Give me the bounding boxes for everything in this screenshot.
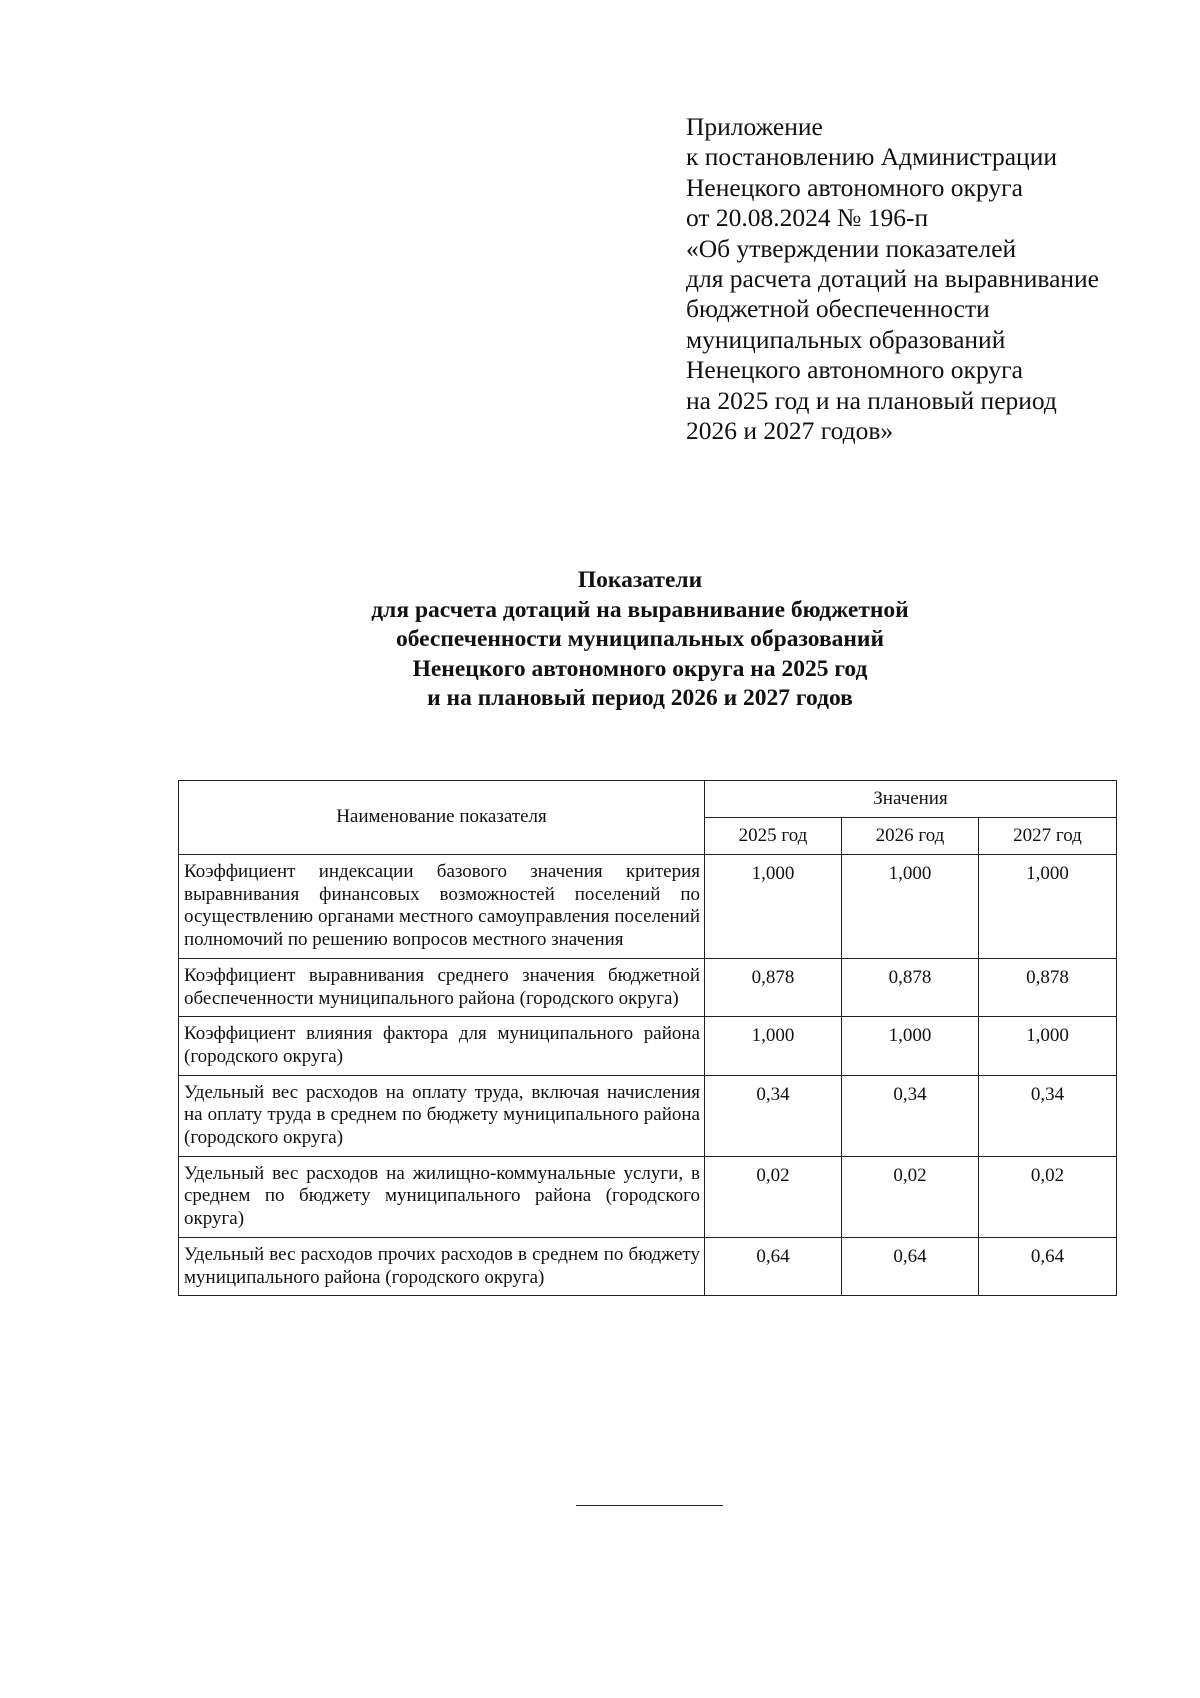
indicators-table <box>178 780 1117 1296</box>
value-2025: 0,878 <box>705 958 842 1016</box>
value-2026: 0,34 <box>842 1075 979 1156</box>
indicator-name: Удельный вес расходов на жилищно-коммунальные услуги, в среднем по бюджету муниципального района (городского округа) <box>179 1156 705 1237</box>
value-2027: 0,02 <box>979 1156 1117 1237</box>
appendix-line: 2026 и 2027 годов» <box>686 416 894 446</box>
appendix-line: Ненецкого автономного округа <box>686 355 1023 385</box>
value-2027: 0,64 <box>979 1237 1117 1295</box>
value-2027: 1,000 <box>979 1017 1117 1075</box>
document-title <box>240 566 1040 714</box>
appendix-line: для расчета дотаций на выравнивание <box>686 264 1099 294</box>
value-2026: 0,878 <box>842 958 979 1016</box>
appendix-line: на 2025 год и на плановый период <box>686 385 1057 415</box>
appendix-line: «Об утверждении показателей <box>686 233 1017 263</box>
value-2026: 0,02 <box>842 1156 979 1237</box>
value-2027: 1,000 <box>979 855 1117 959</box>
table-row <box>179 855 1117 959</box>
indicator-name: Удельный вес расходов на оплату труда, включая начисления на оплату труда в среднем по бюджету муниципального района (городского округа) <box>179 1075 705 1156</box>
value-2026: 1,000 <box>842 855 979 959</box>
value-2026: 0,64 <box>842 1237 979 1295</box>
appendix-line: Ненецкого автономного округа <box>686 172 1023 202</box>
indicator-name: Коэффициент влияния фактора для муниципального района (городского округа) <box>179 1017 705 1075</box>
table-row <box>179 1156 1117 1237</box>
title-line: обеспеченности муниципальных образований <box>395 626 884 653</box>
table-row <box>179 958 1117 1016</box>
header-year-2026: 2026 год <box>842 818 979 855</box>
value-2025: 0,64 <box>705 1237 842 1295</box>
value-2025: 1,000 <box>705 855 842 959</box>
title-line: Показатели <box>577 567 703 593</box>
title-line: для расчета дотаций на выравнивание бюджетной <box>371 596 909 623</box>
value-2027: 0,878 <box>979 958 1117 1016</box>
appendix-line: бюджетной обеспеченности <box>686 294 990 324</box>
appendix-line: Приложение <box>686 112 823 141</box>
bottom-divider <box>576 1505 723 1506</box>
value-2025: 0,34 <box>705 1075 842 1156</box>
header-year-2027: 2027 год <box>979 818 1117 855</box>
table-row <box>179 1237 1117 1295</box>
header-year-2025: 2025 год <box>705 818 842 855</box>
value-2026: 1,000 <box>842 1017 979 1075</box>
table-header-row <box>179 781 1117 818</box>
title-line: Ненецкого автономного округа на 2025 год <box>412 655 868 682</box>
table-row <box>179 1017 1117 1075</box>
header-values-group: Значения <box>705 781 1117 818</box>
table-row <box>179 1075 1117 1156</box>
indicator-name: Удельный вес расходов прочих расходов в среднем по бюджету муниципального района (городского округа) <box>179 1237 705 1295</box>
value-2027: 0,34 <box>979 1075 1117 1156</box>
appendix-line: к постановлению Администрации <box>686 142 1057 172</box>
title-line: и на плановый период 2026 и 2027 годов <box>427 685 853 712</box>
value-2025: 1,000 <box>705 1017 842 1075</box>
value-2025: 0,02 <box>705 1156 842 1237</box>
appendix-line: муниципальных образований <box>686 324 1006 354</box>
indicator-name: Коэффициент индексации базового значения критерия выравнивания финансовых возможностей поселений по осуществлению органами местного самоуправления поселений полномочий по решению вопросов местного значения <box>179 855 705 959</box>
appendix-line: от 20.08.2024 № 196-п <box>686 203 929 233</box>
indicator-name: Коэффициент выравнивания среднего значения бюджетной обеспеченности муниципального района (городского округа) <box>179 958 705 1016</box>
header-indicator-name: Наименование показателя <box>179 781 705 855</box>
appendix-block <box>686 112 1166 446</box>
